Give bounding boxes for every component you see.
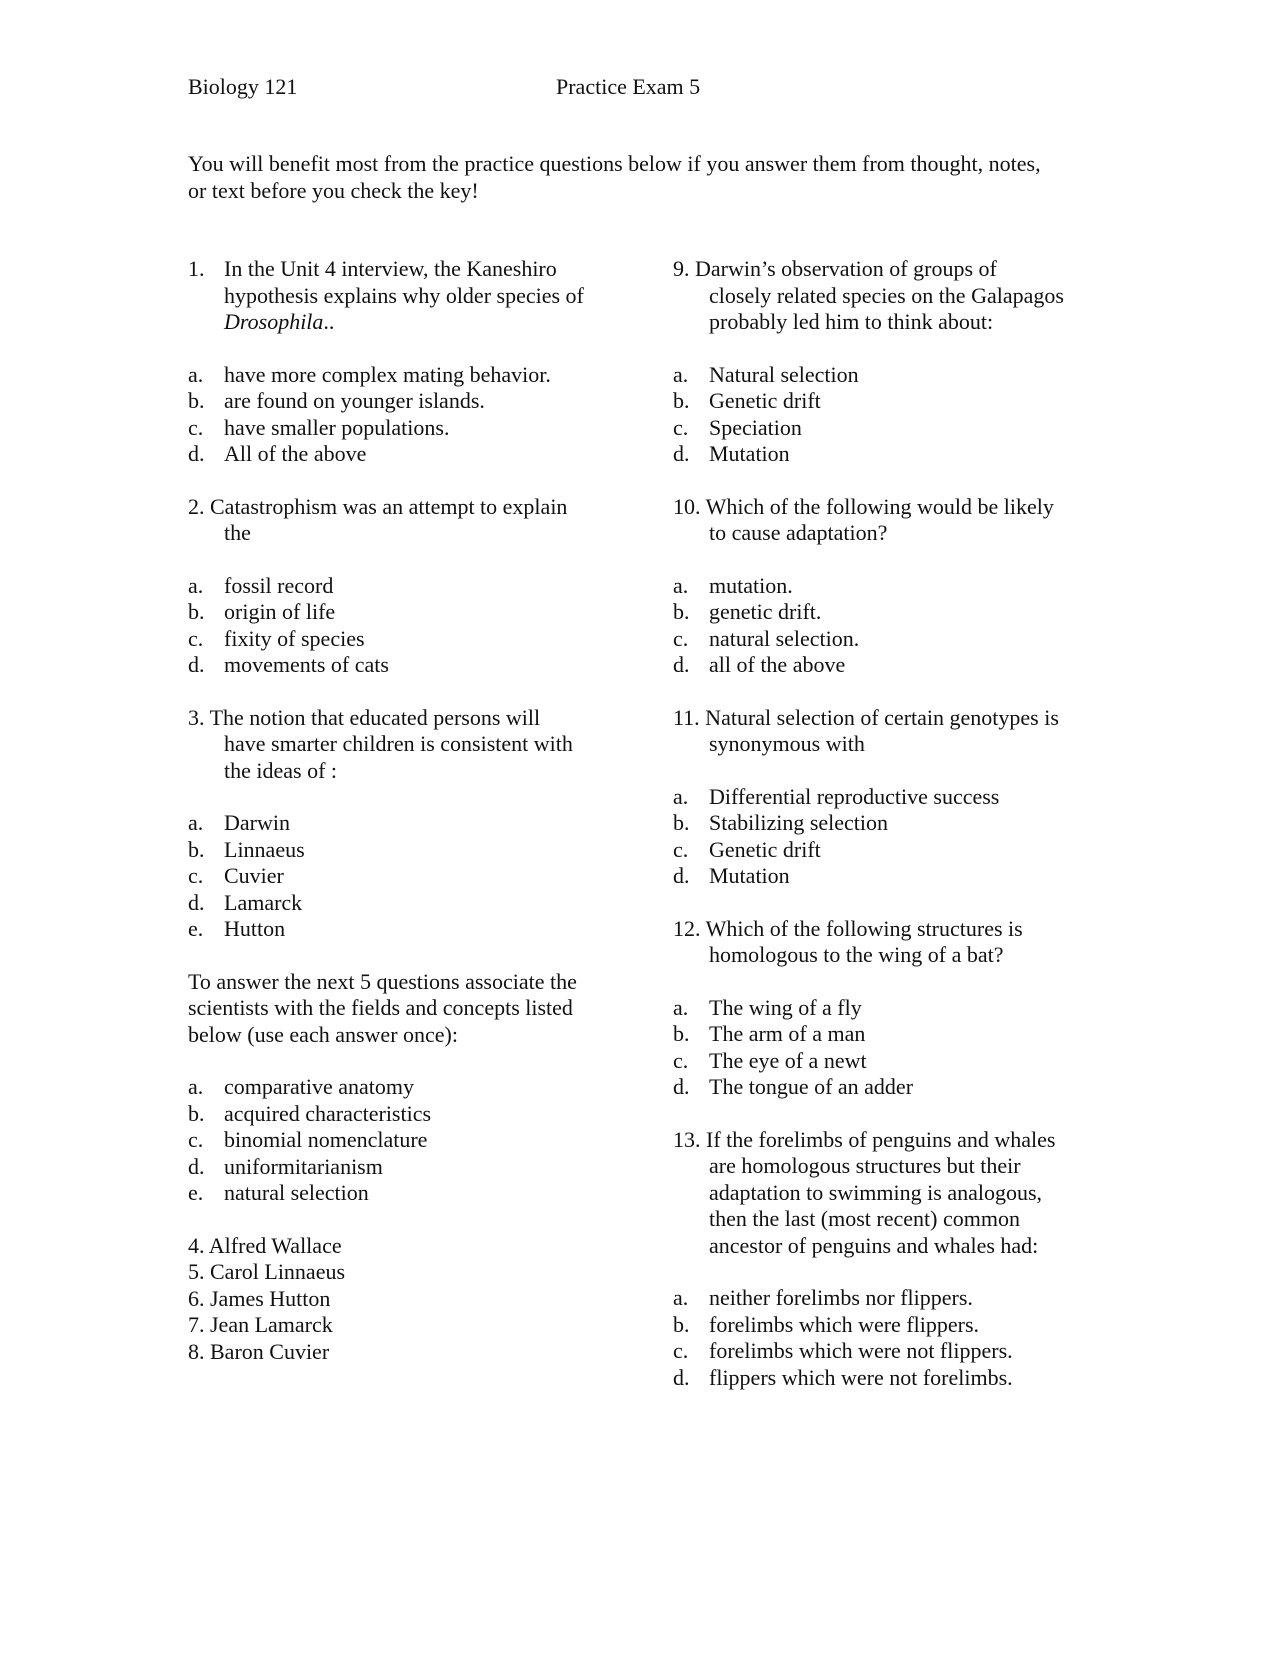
option-label: a.: [673, 572, 689, 598]
question-text: 11. Natural selection of certain genotypes is: [673, 704, 1059, 730]
option-label: b.: [673, 810, 690, 835]
option-text: all of the above: [709, 652, 846, 677]
option-label: b.: [673, 599, 690, 624]
option-text: Genetic drift: [709, 388, 821, 413]
option-label: a.: [673, 361, 689, 387]
option-a: [188, 573, 628, 600]
right-column: [673, 256, 1113, 1391]
option-a: [188, 1074, 628, 1101]
matching-instructions: below (use each answer once):: [188, 1021, 458, 1047]
option-a: [188, 362, 628, 389]
question-text: are homologous structures but their: [709, 1153, 1021, 1178]
option-text: Stabilizing selection: [709, 810, 889, 835]
matching-instructions: scientists with the fields and concepts listed: [188, 995, 573, 1020]
option-label: c.: [673, 414, 689, 440]
option-text: acquired characteristics: [224, 1100, 432, 1126]
question-text: 13. If the forelimbs of penguins and whales: [673, 1126, 1056, 1152]
option-c: [188, 1127, 628, 1154]
question-text: In the Unit 4 interview, the Kaneshiro: [224, 256, 557, 281]
option-a: [673, 1285, 1113, 1312]
matching-instructions: To answer the next 5 questions associate the: [188, 968, 577, 994]
option-label: e.: [188, 916, 204, 941]
option-b: [673, 1021, 1113, 1048]
option-label: d.: [673, 1364, 690, 1390]
option-text: Genetic drift: [709, 836, 821, 862]
option-text: Mutation: [709, 441, 790, 466]
option-text: forelimbs which were flippers.: [709, 1311, 980, 1337]
option-c: [673, 415, 1113, 442]
option-label: c.: [188, 1127, 204, 1152]
option-text: have smaller populations.: [224, 414, 450, 440]
option-text: have more complex mating behavior.: [224, 361, 551, 387]
option-a: [188, 810, 628, 837]
option-b: [188, 599, 628, 626]
option-b: [673, 810, 1113, 837]
option-text: Mutation: [709, 863, 790, 888]
question-9: [673, 256, 1113, 468]
question-text: adaptation to swimming is analogous,: [709, 1179, 1043, 1205]
option-label: c.: [673, 836, 689, 862]
question-1-line-1: [188, 256, 628, 283]
option-text: Hutton: [224, 916, 286, 941]
option-label: c.: [188, 863, 204, 888]
option-text: forelimbs which were not flippers.: [709, 1338, 1013, 1363]
option-text: fossil record: [224, 572, 334, 598]
question-text: the ideas of :: [224, 757, 338, 783]
option-d: [673, 1365, 1113, 1392]
option-d: [673, 441, 1113, 468]
option-d: [188, 1154, 628, 1181]
option-label: b.: [188, 1100, 205, 1126]
option-label: a.: [673, 994, 689, 1020]
matching-item-7: 7. Jean Lamarck: [188, 1312, 333, 1337]
option-text: Linnaeus: [224, 836, 305, 862]
option-e: [188, 916, 628, 943]
option-text: binomial nomenclature: [224, 1127, 428, 1152]
option-label: c.: [188, 625, 204, 651]
option-label: d.: [188, 1153, 205, 1179]
option-text: The wing of a fly: [709, 994, 862, 1020]
intro-line-2: or text before you check the key!: [188, 177, 479, 203]
option-text: natural selection.: [709, 625, 860, 651]
option-text: All of the above: [224, 441, 367, 466]
option-c: [673, 837, 1113, 864]
option-text: comparative anatomy: [224, 1074, 414, 1099]
option-text: natural selection: [224, 1180, 369, 1205]
option-b: [188, 1101, 628, 1128]
option-a: [673, 784, 1113, 811]
option-label: c.: [188, 414, 204, 440]
option-label: b.: [188, 836, 205, 862]
option-d: [673, 863, 1113, 890]
option-text: The arm of a man: [709, 1021, 866, 1046]
option-label: b.: [673, 388, 690, 413]
option-e: [188, 1180, 628, 1207]
question-13: [673, 1127, 1113, 1392]
option-c: [188, 415, 628, 442]
question-1: [188, 256, 628, 468]
option-text: Speciation: [709, 414, 802, 440]
option-b: [673, 388, 1113, 415]
option-text: Lamarck: [224, 889, 303, 915]
option-text: neither forelimbs nor flippers.: [709, 1285, 973, 1310]
option-label: b.: [188, 599, 205, 624]
question-12: [673, 916, 1113, 1101]
option-text: The eye of a newt: [709, 1047, 867, 1073]
question-text: hypothesis explains why older species of: [224, 282, 584, 308]
question-number: 1.: [188, 256, 205, 281]
option-text: mutation.: [709, 572, 793, 598]
option-label: d.: [188, 652, 205, 677]
option-label: c.: [673, 625, 689, 651]
option-text: uniformitarianism: [224, 1153, 383, 1179]
question-text: 3. The notion that educated persons will: [188, 704, 541, 730]
option-b: [188, 837, 628, 864]
exam-title: Practice Exam 5: [556, 74, 701, 99]
option-label: c.: [673, 1338, 689, 1363]
option-text: Natural selection: [709, 361, 859, 387]
option-a: [673, 995, 1113, 1022]
option-label: d.: [188, 441, 205, 466]
question-text: synonymous with: [709, 731, 865, 756]
option-text: origin of life: [224, 599, 336, 624]
option-c: [188, 626, 628, 653]
option-label: d.: [673, 863, 690, 888]
option-label: b.: [188, 388, 205, 413]
option-c: [188, 863, 628, 890]
option-c: [673, 1338, 1113, 1365]
left-column: [188, 256, 628, 1365]
question-3: [188, 705, 628, 943]
option-d: [188, 890, 628, 917]
question-text: then the last (most recent) common: [709, 1206, 1020, 1231]
question-text: ancestor of penguins and whales had:: [709, 1232, 1039, 1258]
option-text: fixity of species: [224, 625, 365, 651]
question-text: have smarter children is consistent with: [224, 731, 573, 756]
option-label: b.: [673, 1311, 690, 1337]
question-text-tail: ..: [323, 309, 335, 334]
option-c: [673, 1048, 1113, 1075]
matching-item-6: 6. James Hutton: [188, 1285, 331, 1311]
option-text: The tongue of an adder: [709, 1074, 914, 1099]
option-d: [673, 652, 1113, 679]
option-a: [673, 362, 1113, 389]
option-label: d.: [673, 1074, 690, 1099]
option-d: [188, 441, 628, 468]
option-d: [673, 1074, 1113, 1101]
option-label: b.: [673, 1021, 690, 1046]
species-name: Drosophila: [224, 309, 324, 334]
question-1-line-2: [188, 283, 628, 310]
option-label: e.: [188, 1180, 204, 1205]
option-text: Differential reproductive success: [709, 783, 1000, 809]
option-a: [673, 573, 1113, 600]
intro-instructions: [188, 151, 1088, 204]
option-label: a.: [188, 810, 204, 835]
matching-item-4: 4. Alfred Wallace: [188, 1232, 342, 1258]
question-text: homologous to the wing of a bat?: [709, 942, 1004, 967]
option-text: Darwin: [224, 810, 290, 835]
option-label: a.: [673, 783, 689, 809]
intro-line-1: You will benefit most from the practice questions below if you answer them from thought, notes,: [188, 151, 1041, 176]
option-b: [673, 599, 1113, 626]
option-b: [188, 388, 628, 415]
matching-item-5: 5. Carol Linnaeus: [188, 1259, 346, 1284]
question-11: [673, 705, 1113, 890]
option-label: a.: [188, 572, 204, 598]
question-1-line-3: [188, 309, 628, 336]
option-d: [188, 652, 628, 679]
question-text: closely related species on the Galapagos: [709, 282, 1064, 308]
option-label: d.: [673, 441, 690, 466]
question-2: [188, 494, 628, 679]
option-c: [673, 626, 1113, 653]
course-title: Biology 121: [188, 74, 298, 99]
option-label: d.: [673, 652, 690, 677]
question-text: probably led him to think about:: [709, 309, 994, 334]
option-text: are found on younger islands.: [224, 388, 485, 413]
question-text: [224, 309, 334, 336]
matching-section: [188, 969, 628, 1366]
question-text: 12. Which of the following structures is: [673, 915, 1023, 941]
question-text: 2. Catastrophism was an attempt to explain: [188, 493, 568, 519]
question-text: to cause adaptation?: [709, 520, 888, 545]
question-text: 10. Which of the following would be likely: [673, 493, 1054, 519]
question-10: [673, 494, 1113, 679]
option-label: d.: [188, 889, 205, 915]
option-label: a.: [188, 361, 204, 387]
option-text: movements of cats: [224, 652, 389, 677]
option-label: a.: [188, 1074, 204, 1099]
option-text: genetic drift.: [709, 599, 822, 624]
option-label: c.: [673, 1047, 689, 1073]
option-text: flippers which were not forelimbs.: [709, 1364, 1013, 1390]
option-b: [673, 1312, 1113, 1339]
question-text: the: [224, 520, 251, 545]
matching-item-8: 8. Baron Cuvier: [188, 1338, 330, 1364]
question-text: 9. Darwin’s observation of groups of: [673, 256, 997, 281]
option-text: Cuvier: [224, 863, 284, 888]
option-label: a.: [673, 1285, 689, 1310]
